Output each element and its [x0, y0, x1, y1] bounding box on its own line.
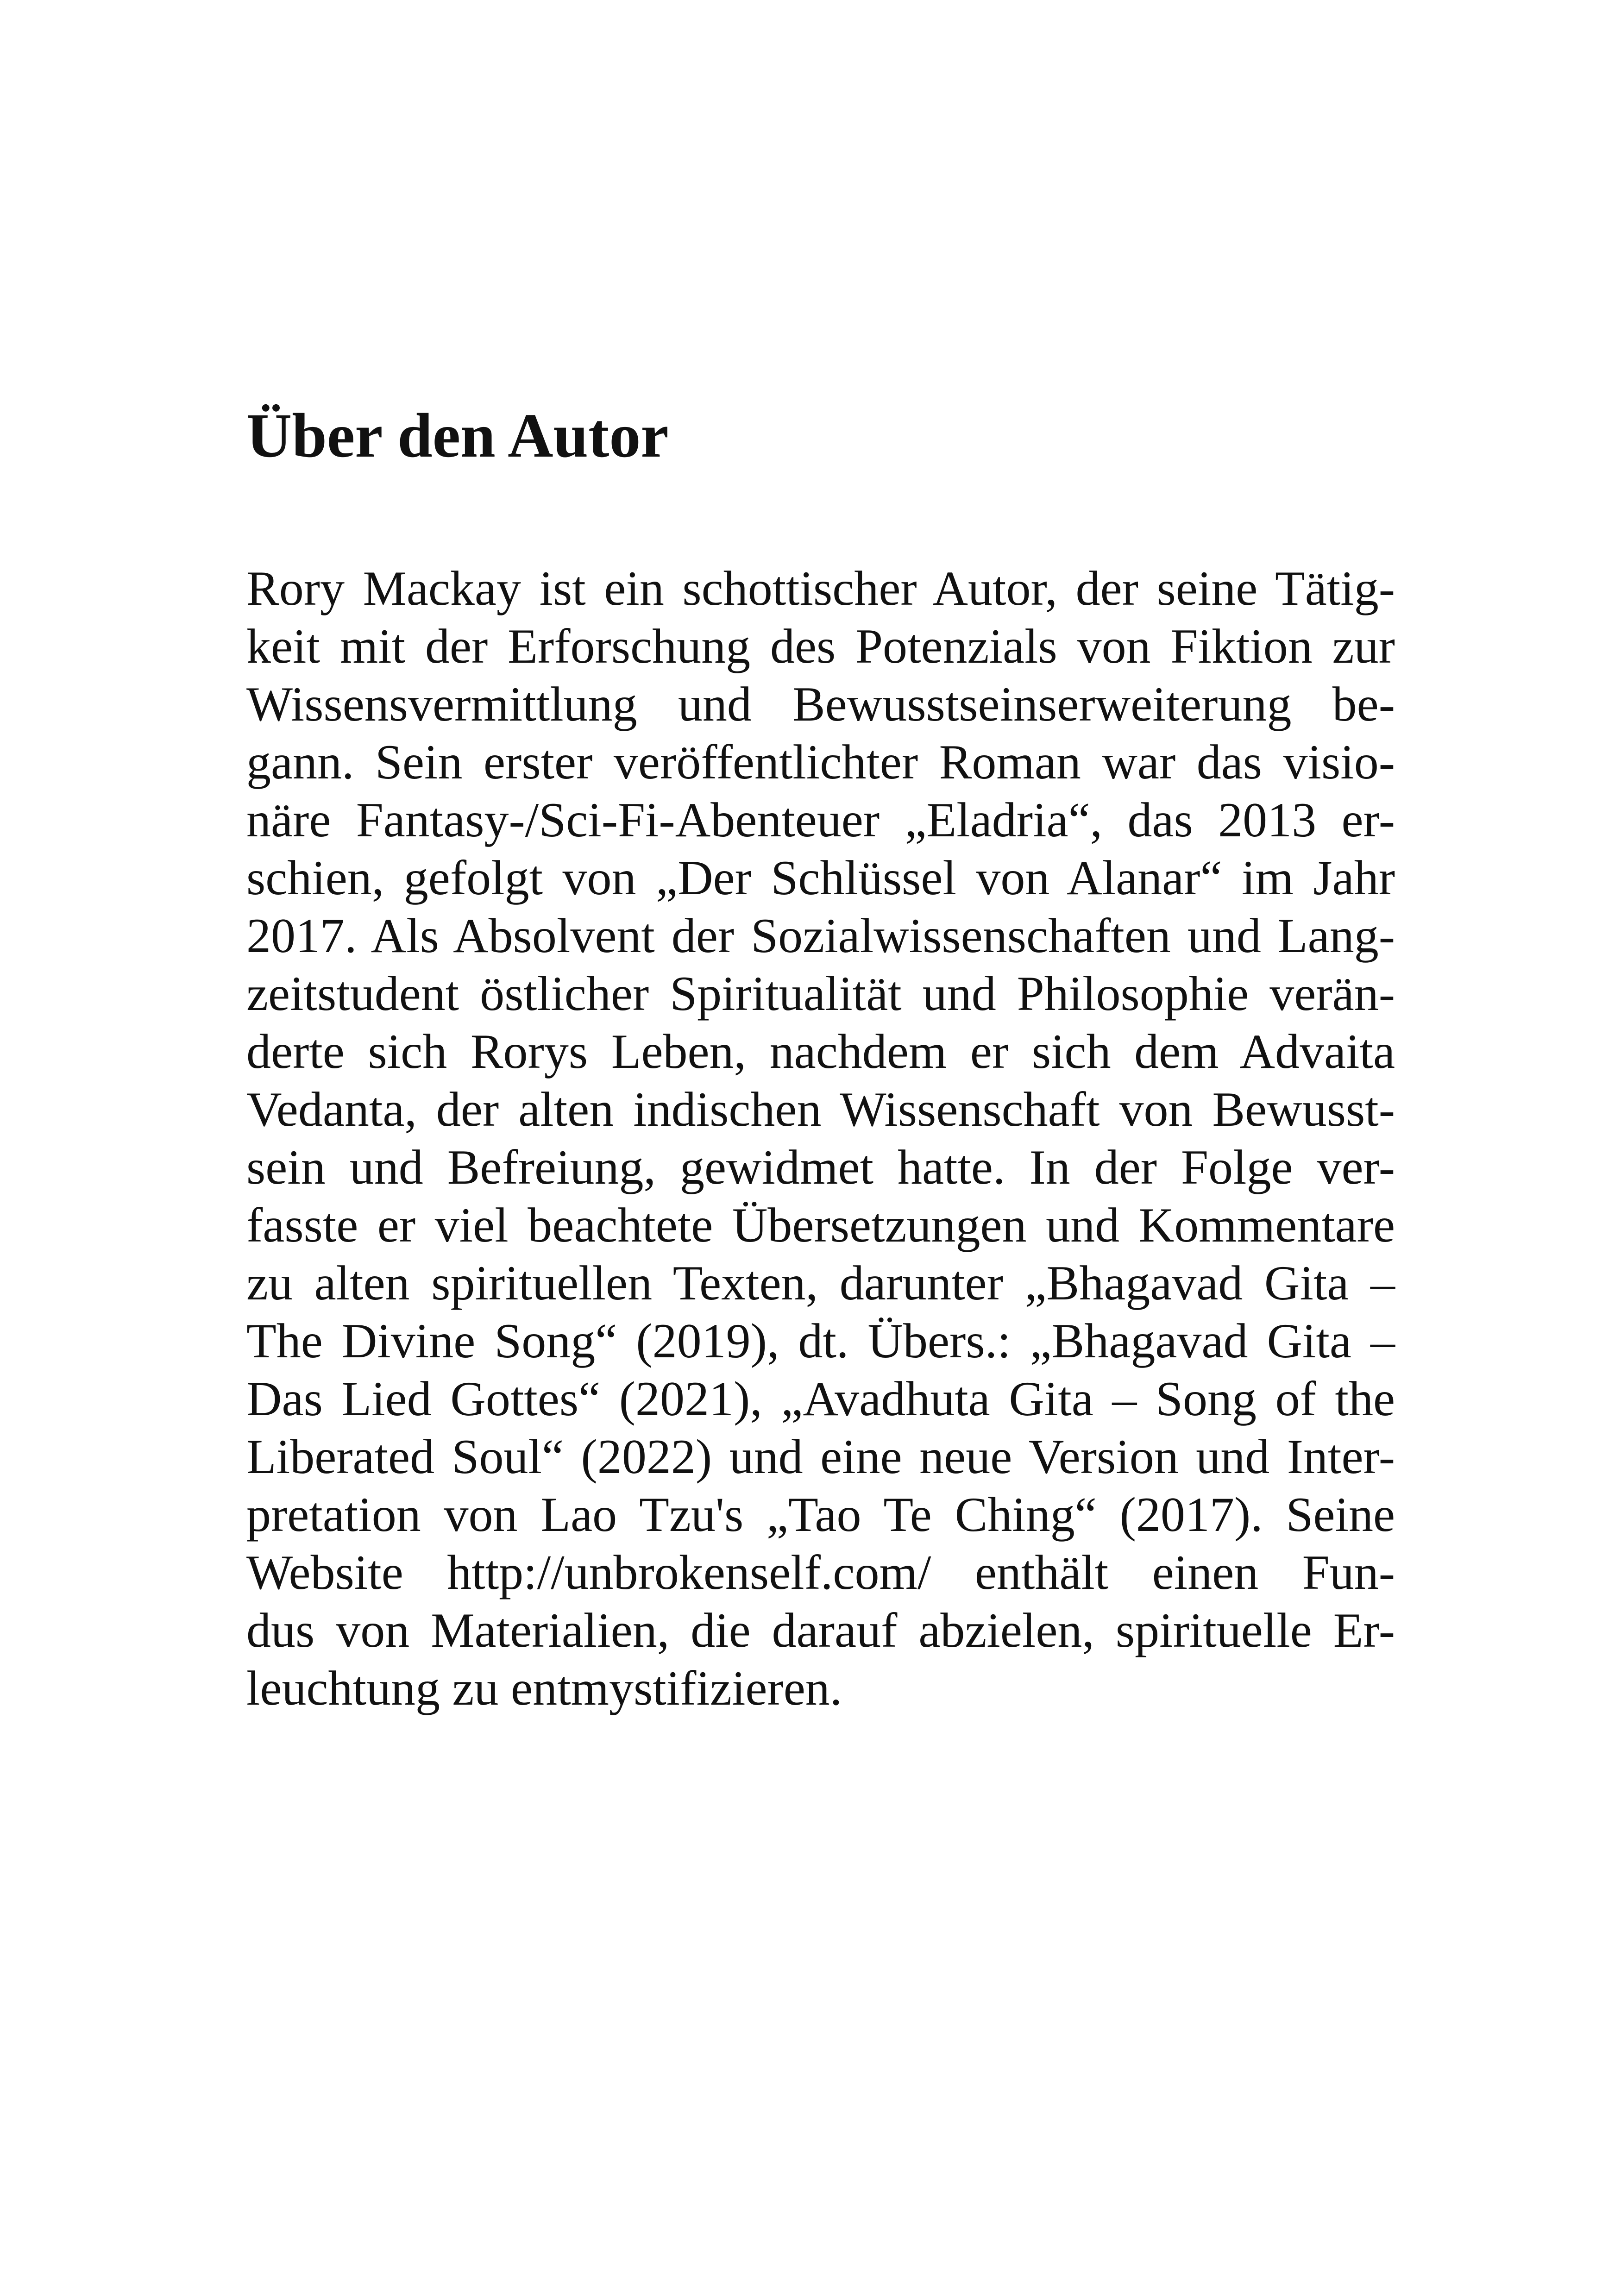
bio-line: Rory Mackay ist ein schottischer Autor, der seine Tätig-: [246, 561, 1395, 615]
bio-line: gann. Sein erster veröffentlichter Roman war das visio-: [246, 735, 1395, 789]
bio-line: zu alten spirituellen Texten, darunter „Bhagavad Gita –: [246, 1256, 1395, 1310]
bio-line: 2017. Als Absolvent der Sozialwissenschaften und Lang-: [246, 909, 1395, 963]
bio-line: sein und Befreiung, gewidmet hatte. In der Folge ver-: [246, 1140, 1395, 1194]
bio-line: näre Fantasy-/Sci-Fi-Abenteuer „Eladria“, das 2013 er-: [246, 793, 1395, 847]
bio-line: Wissensvermittlung und Bewusstseinserweiterung be-: [246, 677, 1395, 731]
bio-line: Liberated Soul“ (2022) und eine neue Version und Inter-: [246, 1430, 1395, 1484]
page-heading: Über den Autor: [246, 401, 669, 470]
bio-line: Das Lied Gottes“ (2021), „Avadhuta Gita – Song of the: [246, 1372, 1395, 1426]
author-bio: [246, 559, 1395, 1717]
bio-line: pretation von Lao Tzu's „Tao Te Ching“ (2017). Seine: [246, 1487, 1395, 1542]
bio-line: fasste er viel beachtete Übersetzungen und Kommentare: [246, 1198, 1395, 1252]
bio-line: zeitstudent östlicher Spiritualität und Philosophie verän-: [246, 966, 1395, 1021]
bio-line: dus von Materialien, die darauf abzielen, spirituelle Er-: [246, 1603, 1395, 1657]
bio-line: Website http://unbrokenself.com/ enthält einen Fun-: [246, 1545, 1395, 1600]
bio-line: Vedanta, der alten indischen Wissenschaft von Bewusst-: [246, 1082, 1395, 1136]
bio-line: keit mit der Erforschung des Potenzials von Fiktion zur: [246, 619, 1395, 673]
bio-line: The Divine Song“ (2019), dt. Übers.: „Bhagavad Gita –: [246, 1314, 1395, 1368]
bio-line: schien, gefolgt von „Der Schlüssel von Alanar“ im Jahr: [246, 851, 1395, 905]
bio-line: derte sich Rorys Leben, nachdem er sich dem Advaita: [246, 1024, 1395, 1079]
bio-line: leuchtung zu entmystifizieren.: [246, 1661, 842, 1715]
